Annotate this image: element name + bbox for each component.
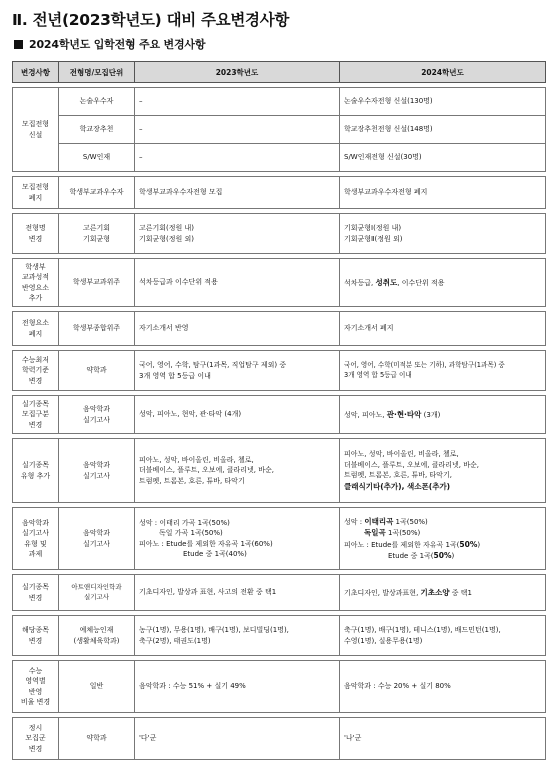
value-2024	[340, 508, 546, 570]
header-2024: 2024학년도	[340, 62, 546, 83]
admission-cell: 학생부교과우수자	[59, 177, 135, 209]
value-2024: 학생부교과우수자전형 폐지	[340, 177, 546, 209]
table-row	[13, 144, 546, 172]
value-2023: 음악학과 : 수능 51% + 실기 49%	[135, 661, 340, 713]
highlight-text: 50%	[433, 551, 452, 560]
table-row	[13, 88, 546, 116]
table-row	[13, 718, 546, 760]
table-row	[13, 439, 546, 503]
value-2023: 농구(1명), 무용(1명), 배구(1명), 보디빌딩(1명), 축구(2명), 태권도(1명)	[135, 616, 340, 656]
highlight-text: 성취도	[375, 277, 398, 287]
category-cell: 해당종목 변경	[13, 616, 59, 656]
value-2023	[135, 508, 340, 570]
text-part: 피아노, 성악, 바이올린, 비올라, 첼로, 더블베이스, 플루트, 오보에, 클라리넷, 바순, 트럼펫, 트롬본, 호른, 튜바, 타악기,	[344, 450, 479, 480]
admission-cell: 일반	[59, 661, 135, 713]
category-cell: 전형명 변경	[13, 214, 59, 254]
table-row	[13, 351, 546, 391]
table-row	[13, 177, 546, 209]
table-header-row	[13, 62, 546, 83]
table-row	[13, 508, 546, 570]
table-row	[13, 575, 546, 611]
table-row	[13, 661, 546, 713]
admission-cell: 학생부종합위주	[59, 312, 135, 346]
value-2024	[340, 439, 546, 503]
table-row	[13, 396, 546, 434]
category-cell: 실기종목 유형 추가	[13, 439, 59, 503]
table-row	[13, 116, 546, 144]
text-part: Etude 중 1곡(	[388, 552, 434, 560]
value-2023: 고른기회(정원 내) 기회균형(정원 외)	[135, 214, 340, 254]
value-2024	[340, 396, 546, 434]
text-part: (3개)	[421, 410, 441, 419]
text-part: 중 택1	[449, 588, 472, 597]
admission-cell: 약학과	[59, 718, 135, 760]
value-2023: 피아노, 성악, 바이올린, 비올라, 첼로, 더블베이스, 플루트, 오보에, 클라리넷, 바순, 트럼펫, 트롬본, 호른, 튜바, 타악기	[135, 439, 340, 503]
text-part: , 이수단위 적용	[397, 278, 445, 287]
value-2024: 음악학과 : 수능 20% + 실기 80%	[340, 661, 546, 713]
admission-cell: 고른기회 기회균형	[59, 214, 135, 254]
value-2024: '나'군	[340, 718, 546, 760]
table-row	[13, 616, 546, 656]
header-change: 변경사항	[13, 62, 59, 83]
category-cell: 모집전형 폐지	[13, 177, 59, 209]
header-2023: 2023학년도	[135, 62, 340, 83]
text-part: 1곡(50%)	[385, 529, 421, 537]
admission-cell: 약학과	[59, 351, 135, 391]
value-2024: S/W인재전형 신설(30명)	[340, 144, 546, 172]
value-2023: –	[135, 144, 340, 172]
admission-cell: 예체능인재 (생활체육학과)	[59, 616, 135, 656]
highlight-text: 클래식기타(추가), 색소폰(추가)	[344, 481, 451, 491]
category-cell: 수능 영역별 반영 비율 변경	[13, 661, 59, 713]
text-line: Etude 중 1곡(40%)	[183, 550, 247, 558]
admission-cell: 학교장추천	[59, 116, 135, 144]
text-part: 기초디자인, 발상과표현,	[344, 588, 421, 597]
value-2024: 국어, 영어, 수학(미적분 또는 기하), 과학탐구(1과목) 중 3개 영역 합 5등급 이내	[340, 351, 546, 391]
category-cell: 정시 모집군 변경	[13, 718, 59, 760]
admission-cell: 아트앤디자인학과 실기고사	[59, 575, 135, 611]
page-title: Ⅱ. 전년(2023학년도) 대비 주요변경사항	[12, 11, 290, 29]
highlight-text: 관·현·타악	[386, 409, 422, 419]
value-2023: 석차등급과 이수단위 적용	[135, 259, 340, 307]
value-2024	[340, 575, 546, 611]
square-bullet-icon	[14, 40, 23, 49]
admission-cell: 음악학과 실기고사	[59, 439, 135, 503]
changes-table	[12, 61, 546, 760]
value-2024: 학교장추천전형 신설(148명)	[340, 116, 546, 144]
text-line: 성악 : 이태리 가곡 1곡(50%)	[139, 518, 230, 527]
highlight-text: 독일곡	[364, 528, 386, 537]
text-part: 피아노 : Etude를 제외한 자유곡 1곡(	[344, 540, 460, 549]
subtitle-text: 2024학년도 입학전형 주요 변경사항	[29, 38, 206, 51]
text-part: 성악 :	[344, 517, 365, 526]
value-2023: –	[135, 116, 340, 144]
text-line: 독일 가곡 1곡(50%)	[159, 529, 223, 537]
section-subtitle	[14, 36, 205, 52]
category-cell: 실기종목 모집구분 변경	[13, 396, 59, 434]
value-2024	[340, 259, 546, 307]
category-cell: 전형요소 폐지	[13, 312, 59, 346]
table-row	[13, 259, 546, 307]
highlight-text: 50%	[459, 539, 478, 549]
value-2023: 자기소개서 반영	[135, 312, 340, 346]
admission-cell: 학생부교과위주	[59, 259, 135, 307]
admission-cell: 논술우수자	[59, 88, 135, 116]
value-2023: 학생부교과우수자전형 모집	[135, 177, 340, 209]
text-part: )	[477, 540, 481, 549]
value-2024: 논술우수자전형 신설(130명)	[340, 88, 546, 116]
admission-cell: S/W인재	[59, 144, 135, 172]
table-row	[13, 312, 546, 346]
value-2023: 성악, 피아노, 현악, 관·타악 (4개)	[135, 396, 340, 434]
category-cell: 수능최저 학력기준 변경	[13, 351, 59, 391]
text-part: 석차등급,	[344, 278, 376, 287]
text-line: 피아노 : Etude를 제외한 자유곡 1곡(60%)	[139, 539, 273, 548]
admission-cell: 음악학과 실기고사	[59, 508, 135, 570]
value-2023: 기초디자인, 발상과 표현, 사고의 전환 중 택1	[135, 575, 340, 611]
admission-cell: 음악학과 실기고사	[59, 396, 135, 434]
header-admission: 전형명/모집단위	[59, 62, 135, 83]
highlight-text: 기초소양	[420, 587, 450, 597]
value-2024: 기회균형Ⅰ(정원 내) 기회균형Ⅱ(정원 외)	[340, 214, 546, 254]
value-2024: 축구(1명), 배구(1명), 테니스(1명), 배드민턴(1명), 수영(1명), 실용무용(1명)	[340, 616, 546, 656]
category-cell: 학생부 교과성적 반영요소 추가	[13, 259, 59, 307]
value-2023: '다'군	[135, 718, 340, 760]
text-part: )	[451, 552, 455, 560]
value-2023: 국어, 영어, 수학, 탐구(1과목, 직업탐구 제외) 중 3개 영역 합 5등급 이내	[135, 351, 340, 391]
category-cell: 실기종목 변경	[13, 575, 59, 611]
table-row	[13, 214, 546, 254]
category-cell: 모집전형 신설	[13, 88, 59, 172]
value-2023: –	[135, 88, 340, 116]
text-part: 1곡(50%)	[393, 517, 428, 526]
text-part: 성악, 피아노,	[344, 410, 387, 419]
highlight-text: 이태리곡	[364, 516, 394, 526]
value-2024: 자기소개서 폐지	[340, 312, 546, 346]
category-cell: 음악학과 실기고사 유형 및 과제	[13, 508, 59, 570]
